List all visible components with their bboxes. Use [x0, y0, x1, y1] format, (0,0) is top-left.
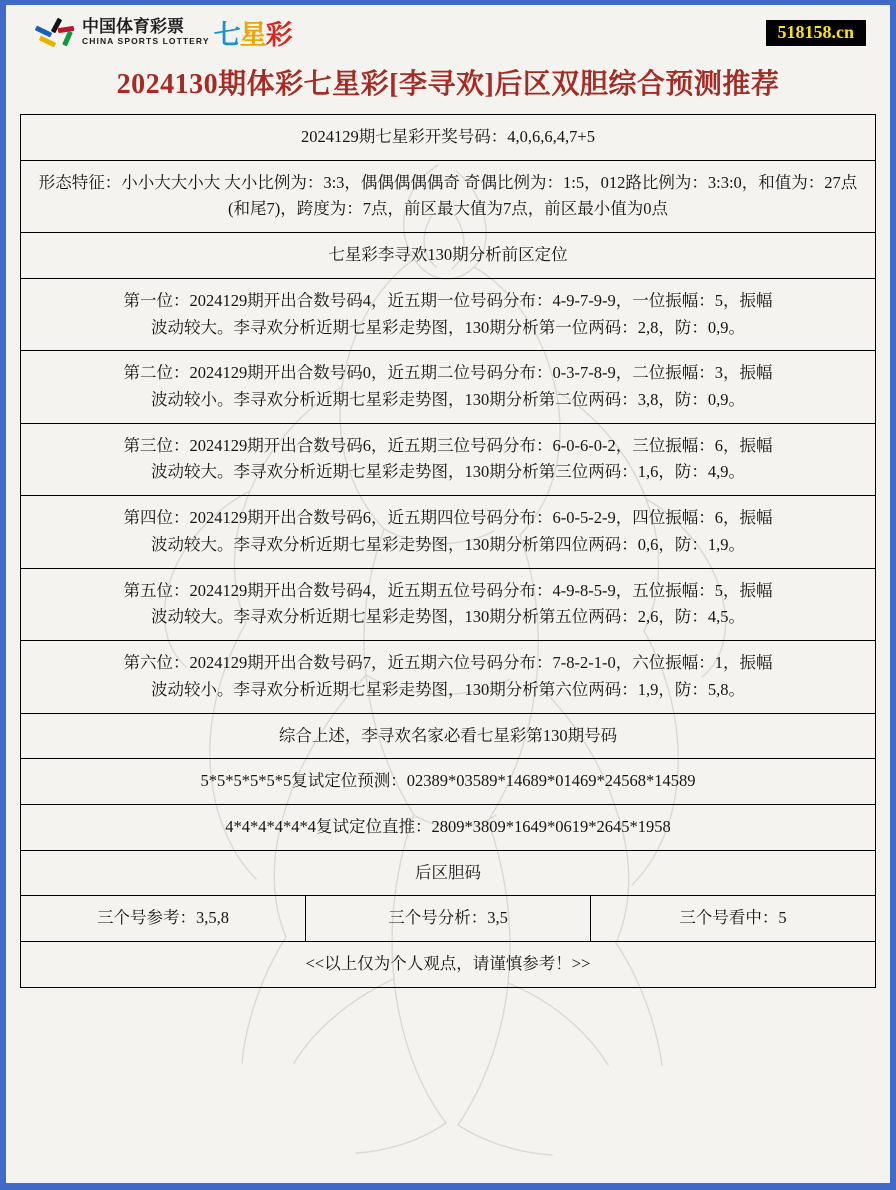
three-analysis-cell: 三个号分析：3,5	[306, 896, 591, 942]
position-2-cell	[21, 351, 876, 423]
combo4-cell: 4*4*4*4*4*4复试定位直推：2809*3809*1649*0619*2645*1958	[21, 804, 876, 850]
disclaimer-cell: <<以上仅为个人观点，请谨慎参考！>>	[21, 942, 876, 988]
summary-heading-cell: 综合上述，李寻欢名家必看七星彩第130期号码	[21, 713, 876, 759]
features-cell: 形态特征：小小大大小大 大小比例为：3:3，偶偶偶偶偶奇 奇偶比例为：1:5，012路比例为：3:3:0，和值为：27点(和尾7)，跨度为：7点，前区最大值为7点，前区最小值为0点	[21, 160, 876, 232]
table-row-position-1	[21, 278, 876, 350]
three-reference-cell: 三个号参考：3,5,8	[21, 896, 306, 942]
position-2-line-2: 波动较小。李寻欢分析近期七星彩走势图，130期分析第二位两码：3,8，防：0,9。	[151, 390, 745, 410]
table-row-features	[21, 160, 876, 232]
table-row-section-heading	[21, 233, 876, 279]
table-row-back-zone-heading	[21, 850, 876, 896]
table-row-position-4	[21, 496, 876, 568]
position-3-cell	[21, 423, 876, 495]
position-5-line-2: 波动较大。李寻欢分析近期七星彩走势图，130期分析第五位两码：2,6，防：4,5。	[151, 607, 745, 627]
position-6-line-2: 波动较小。李寻欢分析近期七星彩走势图，130期分析第六位两码：1,9，防：5,8。	[151, 679, 745, 699]
position-4-line-2: 波动较大。李寻欢分析近期七星彩走势图，130期分析第四位两码：0,6，防：1,9。	[151, 534, 745, 554]
position-4-line-1: 第四位：2024129期开出合数号码6，近五期四位号码分布：6-0-5-2-9，四位振幅：6，振幅	[123, 508, 773, 528]
table-row-disclaimer	[21, 942, 876, 988]
logo-english-name: CHINA SPORTS LOTTERY	[82, 35, 210, 46]
position-6-line-1: 第六位：2024129期开出合数号码7，近五期六位号码分布：7-8-2-1-0，六位振幅：1，振幅	[123, 653, 773, 673]
site-header	[20, 5, 876, 60]
position-5-cell	[21, 568, 876, 640]
table-row-three-numbers	[21, 896, 876, 942]
brand-char-2: 星	[239, 20, 266, 51]
table-row-summary-heading	[21, 713, 876, 759]
position-6-cell	[21, 641, 876, 713]
section-heading-cell: 七星彩李寻欢130期分析前区定位	[21, 233, 876, 279]
table-row-position-6	[21, 641, 876, 713]
position-4-cell	[21, 496, 876, 568]
table-row-position-2	[21, 351, 876, 423]
site-domain-badge: 518158.cn	[766, 20, 867, 46]
position-1-line-1: 第一位：2024129期开出合数号码4，近五期一位号码分布：4-9-7-9-9，一位振幅：5，振幅	[123, 290, 773, 310]
brand-char-1: 七	[213, 20, 240, 51]
position-2-line-1: 第二位：2024129期开出合数号码0，近五期二位号码分布：0-3-7-8-9，二位振幅：3，振幅	[123, 363, 773, 383]
logo-chinese-name: 中国体育彩票	[82, 16, 184, 37]
position-3-line-1: 第三位：2024129期开出合数号码6，近五期三位号码分布：6-0-6-0-2，三位振幅：6，振幅	[123, 435, 773, 455]
brand-char-3: 彩	[265, 20, 292, 51]
table-row-draw-result	[21, 115, 876, 161]
table-row-combo4	[21, 804, 876, 850]
back-zone-heading-cell: 后区胆码	[21, 850, 876, 896]
page-body	[6, 5, 890, 1183]
qixingcai-brand-wordmark	[214, 13, 292, 52]
table-row-position-5	[21, 568, 876, 640]
china-sports-lottery-logo-icon	[34, 16, 76, 50]
position-5-line-1: 第五位：2024129期开出合数号码4，近五期五位号码分布：4-9-8-5-9，五位振幅：5，振幅	[123, 580, 773, 600]
content-root	[20, 5, 876, 988]
position-1-cell	[21, 278, 876, 350]
logo-text-block	[82, 16, 210, 46]
combo5-cell: 5*5*5*5*5*5复试定位预测：02389*03589*14689*01469*24568*14589	[21, 759, 876, 805]
position-1-line-2: 波动较大。李寻欢分析近期七星彩走势图，130期分析第一位两码：2,8，防：0,9。	[151, 317, 745, 337]
prediction-table	[20, 114, 876, 988]
table-row-combo5	[21, 759, 876, 805]
draw-result-cell: 2024129期七星彩开奖号码：4,0,6,6,4,7+5	[21, 115, 876, 161]
three-pick-cell: 三个号看中：5	[591, 896, 876, 942]
page-title: 2024130期体彩七星彩[李寻欢]后区双胆综合预测推荐	[116, 69, 780, 100]
position-3-line-2: 波动较大。李寻欢分析近期七星彩走势图，130期分析第三位两码：1,6，防：4,9。	[151, 462, 745, 482]
table-row-position-3	[21, 423, 876, 495]
